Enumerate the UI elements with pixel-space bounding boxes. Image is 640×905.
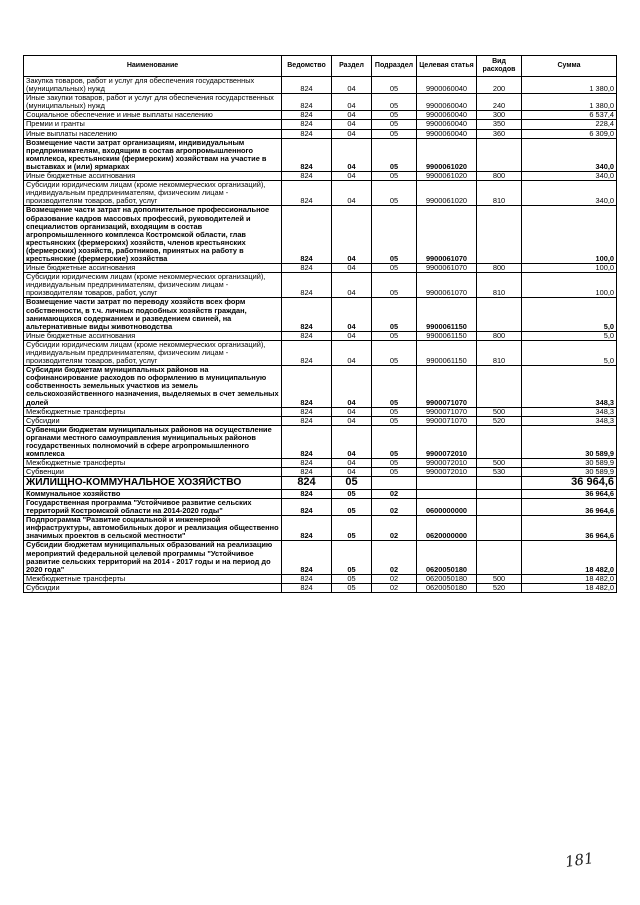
cell-target-article: 9900072010: [417, 459, 477, 468]
cell-expense-type: 810: [477, 273, 522, 298]
cell-amount: 340,0: [522, 138, 617, 171]
cell-target-article: 9900071070: [417, 407, 477, 416]
cell-expense-type: 350: [477, 120, 522, 129]
cell-department: 824: [282, 181, 332, 206]
cell-subsection: 05: [372, 425, 417, 458]
cell-subsection: 05: [372, 206, 417, 264]
cell-department: 824: [282, 499, 332, 516]
cell-department: 824: [282, 477, 332, 490]
cell-name: Субсидии юридическим лицам (кроме некоммерческих организаций), индивидуальным предпринимателям, физическим лицам - производителям товаров, работ, услуг: [24, 273, 282, 298]
cell-expense-type: [477, 541, 522, 574]
cell-name: Субвенции: [24, 468, 282, 477]
cell-name: Субсидии: [24, 416, 282, 425]
cell-expense-type: [477, 298, 522, 331]
cell-subsection: 05: [372, 111, 417, 120]
cell-target-article: [417, 489, 477, 498]
cell-expense-type: [477, 425, 522, 458]
page-number-handwritten: 181: [563, 849, 595, 871]
table-row: [24, 77, 617, 94]
table-row: [24, 273, 617, 298]
cell-name: Межбюджетные трансферты: [24, 407, 282, 416]
cell-target-article: 0620050180: [417, 541, 477, 574]
cell-subsection: 02: [372, 499, 417, 516]
cell-subsection: 05: [372, 172, 417, 181]
cell-amount: 348,3: [522, 366, 617, 407]
cell-amount: 348,3: [522, 416, 617, 425]
table-row: [24, 172, 617, 181]
cell-name: Закупка товаров, работ и услуг для обеспечения государственных (муниципальных) нужд: [24, 77, 282, 94]
cell-name: Субвенции бюджетам муниципальных районов на осуществление органами местного самоуправления муниципальных районов государственных полномочий в сфере агропромышленного комплекса: [24, 425, 282, 458]
cell-target-article: 9900060040: [417, 129, 477, 138]
cell-amount: 1 380,0: [522, 77, 617, 94]
cell-amount: 348,3: [522, 407, 617, 416]
cell-section: 05: [332, 574, 372, 583]
cell-department: 824: [282, 416, 332, 425]
cell-name: Подпрограмма "Развитие социальной и инженерной инфраструктуры, автомобильных дорог и реализация общественно значимых проектов в сельской местности": [24, 516, 282, 541]
cell-name: Иные закупки товаров, работ и услуг для обеспечения государственных (муниципальных) нужд: [24, 94, 282, 111]
cell-amount: 5,0: [522, 340, 617, 365]
cell-section: 04: [332, 459, 372, 468]
cell-name: Премии и гранты: [24, 120, 282, 129]
cell-target-article: 0620050180: [417, 583, 477, 592]
cell-amount: 6 309,0: [522, 129, 617, 138]
cell-subsection: 05: [372, 120, 417, 129]
cell-department: 824: [282, 120, 332, 129]
cell-subsection: 02: [372, 583, 417, 592]
cell-expense-type: 800: [477, 264, 522, 273]
table-row: [24, 94, 617, 111]
cell-department: 824: [282, 264, 332, 273]
cell-department: 824: [282, 77, 332, 94]
cell-amount: 18 482,0: [522, 574, 617, 583]
cell-section: 04: [332, 77, 372, 94]
header-section: Раздел: [332, 56, 372, 77]
cell-name: Субсидии бюджетам муниципальных районов на софинансирование расходов по оформлению в муниципальную собственность земельных участков из земель сельскохозяйственного назначения, выделяемых в счет земельных долей: [24, 366, 282, 407]
header-department: Ведомство: [282, 56, 332, 77]
cell-department: 824: [282, 489, 332, 498]
cell-expense-type: 520: [477, 583, 522, 592]
table-row: [24, 459, 617, 468]
cell-subsection: 02: [372, 541, 417, 574]
cell-expense-type: [477, 489, 522, 498]
cell-expense-type: [477, 206, 522, 264]
table-row: [24, 298, 617, 331]
cell-expense-type: [477, 366, 522, 407]
cell-amount: 36 964,6: [522, 499, 617, 516]
cell-section: 04: [332, 366, 372, 407]
cell-amount: 36 964,6: [522, 516, 617, 541]
table-row: [24, 264, 617, 273]
cell-subsection: 05: [372, 459, 417, 468]
table-row: [24, 120, 617, 129]
cell-department: 824: [282, 425, 332, 458]
table-row: [24, 468, 617, 477]
cell-section: 05: [332, 477, 372, 490]
cell-expense-type: 800: [477, 331, 522, 340]
cell-subsection: 02: [372, 489, 417, 498]
cell-target-article: 9900071070: [417, 366, 477, 407]
cell-expense-type: [477, 138, 522, 171]
cell-subsection: 05: [372, 129, 417, 138]
cell-department: 824: [282, 172, 332, 181]
header-target-article: Целевая статья: [417, 56, 477, 77]
cell-department: 824: [282, 273, 332, 298]
cell-department: 824: [282, 574, 332, 583]
cell-name: Субсидии юридическим лицам (кроме некоммерческих организаций), индивидуальным предпринимателям, физическим лицам - производителям товаров, работ, услуг: [24, 181, 282, 206]
table-row: [24, 206, 617, 264]
cell-section: 05: [332, 499, 372, 516]
cell-target-article: 9900072010: [417, 425, 477, 458]
cell-department: 824: [282, 407, 332, 416]
cell-amount: 36 964,6: [522, 489, 617, 498]
cell-section: 04: [332, 181, 372, 206]
cell-expense-type: 240: [477, 94, 522, 111]
header-amount: Сумма: [522, 56, 617, 77]
cell-subsection: 05: [372, 407, 417, 416]
cell-expense-type: 500: [477, 459, 522, 468]
cell-department: 824: [282, 340, 332, 365]
cell-amount: 30 589,9: [522, 425, 617, 458]
table-row: [24, 425, 617, 458]
cell-department: 824: [282, 94, 332, 111]
cell-department: 824: [282, 138, 332, 171]
cell-subsection: 05: [372, 138, 417, 171]
cell-section: 05: [332, 583, 372, 592]
cell-department: 824: [282, 129, 332, 138]
cell-subsection: 05: [372, 264, 417, 273]
table-row: [24, 340, 617, 365]
cell-section: 04: [332, 468, 372, 477]
table-row: [24, 138, 617, 171]
cell-target-article: 9900061070: [417, 264, 477, 273]
cell-amount: 18 482,0: [522, 541, 617, 574]
cell-amount: 100,0: [522, 206, 617, 264]
table-row: [24, 416, 617, 425]
cell-department: 824: [282, 468, 332, 477]
cell-name: ЖИЛИЩНО-КОММУНАЛЬНОЕ ХОЗЯЙСТВО: [24, 477, 282, 490]
cell-amount: 5,0: [522, 331, 617, 340]
cell-amount: 5,0: [522, 298, 617, 331]
cell-section: 04: [332, 94, 372, 111]
cell-expense-type: 800: [477, 172, 522, 181]
cell-department: 824: [282, 541, 332, 574]
cell-expense-type: 360: [477, 129, 522, 138]
cell-amount: 6 537,4: [522, 111, 617, 120]
cell-section: 04: [332, 340, 372, 365]
cell-section: 04: [332, 138, 372, 171]
cell-expense-type: 810: [477, 181, 522, 206]
cell-subsection: 05: [372, 331, 417, 340]
cell-amount: 228,4: [522, 120, 617, 129]
cell-expense-type: [477, 499, 522, 516]
cell-name: Иные бюджетные ассигнования: [24, 172, 282, 181]
cell-amount: 30 589,9: [522, 468, 617, 477]
cell-subsection: 05: [372, 340, 417, 365]
cell-name: Возмещение части затрат на дополнительное профессиональное образование кадров массовых профессий, руководителей и специалистов организаций, входящим в состав агропромышленного комплекса Костромской области, глав крестьянских (фермерских) хозяйств, членов крестьянских (фермерских) хозяйств, работников, принятых на работу в крестьянские (фермерские) хозяйства: [24, 206, 282, 264]
table-row: [24, 331, 617, 340]
table-row: [24, 111, 617, 120]
cell-subsection: [372, 477, 417, 490]
cell-name: Возмещение части затрат организациям, индивидуальным предпринимателям, входящим в состав агропромышленного комплекса, крестьянским (фермерским) хозяйствам на участие в выставках и (или) ярмарках: [24, 138, 282, 171]
cell-target-article: 9900072010: [417, 468, 477, 477]
cell-section: 04: [332, 111, 372, 120]
cell-name: Коммунальное хозяйство: [24, 489, 282, 498]
cell-subsection: 02: [372, 516, 417, 541]
cell-amount: 340,0: [522, 172, 617, 181]
table-header-row: [24, 56, 617, 77]
cell-section: 04: [332, 416, 372, 425]
table-row: [24, 574, 617, 583]
cell-target-article: 9900061020: [417, 181, 477, 206]
table-row: [24, 583, 617, 592]
cell-amount: 30 589,9: [522, 459, 617, 468]
cell-target-article: 9900060040: [417, 94, 477, 111]
header-expense-type: Вид расходов: [477, 56, 522, 77]
cell-section: 04: [332, 206, 372, 264]
cell-target-article: 0620000000: [417, 516, 477, 541]
cell-target-article: 9900060040: [417, 111, 477, 120]
cell-target-article: 9900060040: [417, 77, 477, 94]
cell-name: Субсидии: [24, 583, 282, 592]
cell-target-article: 9900061150: [417, 331, 477, 340]
cell-target-article: 0620050180: [417, 574, 477, 583]
table-row: [24, 407, 617, 416]
cell-expense-type: 300: [477, 111, 522, 120]
cell-name: Субсидии юридическим лицам (кроме некоммерческих организаций), индивидуальным предпринимателям, физическим лицам - производителям товаров, работ, услуг: [24, 340, 282, 365]
cell-department: 824: [282, 459, 332, 468]
table-row: [24, 541, 617, 574]
cell-department: 824: [282, 298, 332, 331]
header-subsection: Подраздел: [372, 56, 417, 77]
cell-subsection: 05: [372, 366, 417, 407]
cell-subsection: 05: [372, 273, 417, 298]
cell-subsection: 05: [372, 94, 417, 111]
cell-subsection: 05: [372, 416, 417, 425]
cell-amount: 1 380,0: [522, 94, 617, 111]
cell-section: 04: [332, 120, 372, 129]
table-row: [24, 477, 617, 490]
cell-target-article: 9900061150: [417, 340, 477, 365]
cell-target-article: 9900060040: [417, 120, 477, 129]
cell-amount: 100,0: [522, 273, 617, 298]
cell-expense-type: [477, 477, 522, 490]
cell-target-article: 0600000000: [417, 499, 477, 516]
table-row: [24, 366, 617, 407]
cell-target-article: 9900071070: [417, 416, 477, 425]
cell-target-article: 9900061070: [417, 206, 477, 264]
cell-department: 824: [282, 111, 332, 120]
table-row: [24, 516, 617, 541]
cell-department: 824: [282, 366, 332, 407]
cell-amount: 18 482,0: [522, 583, 617, 592]
cell-amount: 100,0: [522, 264, 617, 273]
cell-target-article: 9900061070: [417, 273, 477, 298]
header-name: Наименование: [24, 56, 282, 77]
cell-amount: 36 964,6: [522, 477, 617, 490]
cell-expense-type: [477, 516, 522, 541]
cell-name: Социальное обеспечение и иные выплаты населению: [24, 111, 282, 120]
cell-department: 824: [282, 583, 332, 592]
cell-subsection: 05: [372, 298, 417, 331]
cell-subsection: 05: [372, 77, 417, 94]
cell-department: 824: [282, 516, 332, 541]
cell-section: 05: [332, 489, 372, 498]
cell-target-article: 9900061020: [417, 172, 477, 181]
table-row: [24, 489, 617, 498]
cell-section: 04: [332, 129, 372, 138]
cell-section: 04: [332, 273, 372, 298]
cell-subsection: 05: [372, 181, 417, 206]
cell-subsection: 02: [372, 574, 417, 583]
cell-section: 05: [332, 516, 372, 541]
cell-name: Государственная программа "Устойчивое развитие сельских территорий Костромской области на 2014-2020 годы": [24, 499, 282, 516]
cell-expense-type: 520: [477, 416, 522, 425]
cell-expense-type: 500: [477, 407, 522, 416]
cell-expense-type: 810: [477, 340, 522, 365]
cell-name: Иные бюджетные ассигнования: [24, 331, 282, 340]
cell-name: Межбюджетные трансферты: [24, 574, 282, 583]
cell-subsection: 05: [372, 468, 417, 477]
cell-expense-type: 200: [477, 77, 522, 94]
cell-department: 824: [282, 206, 332, 264]
cell-name: Межбюджетные трансферты: [24, 459, 282, 468]
cell-amount: 340,0: [522, 181, 617, 206]
budget-table: [23, 55, 617, 593]
table-row: [24, 499, 617, 516]
cell-section: 04: [332, 264, 372, 273]
cell-target-article: [417, 477, 477, 490]
cell-expense-type: 530: [477, 468, 522, 477]
cell-expense-type: 500: [477, 574, 522, 583]
cell-section: 04: [332, 298, 372, 331]
table-row: [24, 129, 617, 138]
cell-target-article: 9900061020: [417, 138, 477, 171]
cell-name: Иные выплаты населению: [24, 129, 282, 138]
cell-department: 824: [282, 331, 332, 340]
cell-section: 04: [332, 331, 372, 340]
cell-section: 04: [332, 407, 372, 416]
cell-section: 04: [332, 172, 372, 181]
cell-target-article: 9900061150: [417, 298, 477, 331]
table-row: [24, 181, 617, 206]
cell-section: 04: [332, 425, 372, 458]
cell-name: Субсидии бюджетам муниципальных образований на реализацию мероприятий федеральной целевой программы "Устойчивое развитие сельских территорий на 2014 - 2017 годы и на период до 2020 года": [24, 541, 282, 574]
cell-section: 05: [332, 541, 372, 574]
cell-name: Иные бюджетные ассигнования: [24, 264, 282, 273]
cell-name: Возмещение части затрат по переводу хозяйств всех форм собственности, в т.ч. личных подсобных хозяйств граждан, занимающихся содержанием и разведением свиней, на альтернативные виды животноводства: [24, 298, 282, 331]
